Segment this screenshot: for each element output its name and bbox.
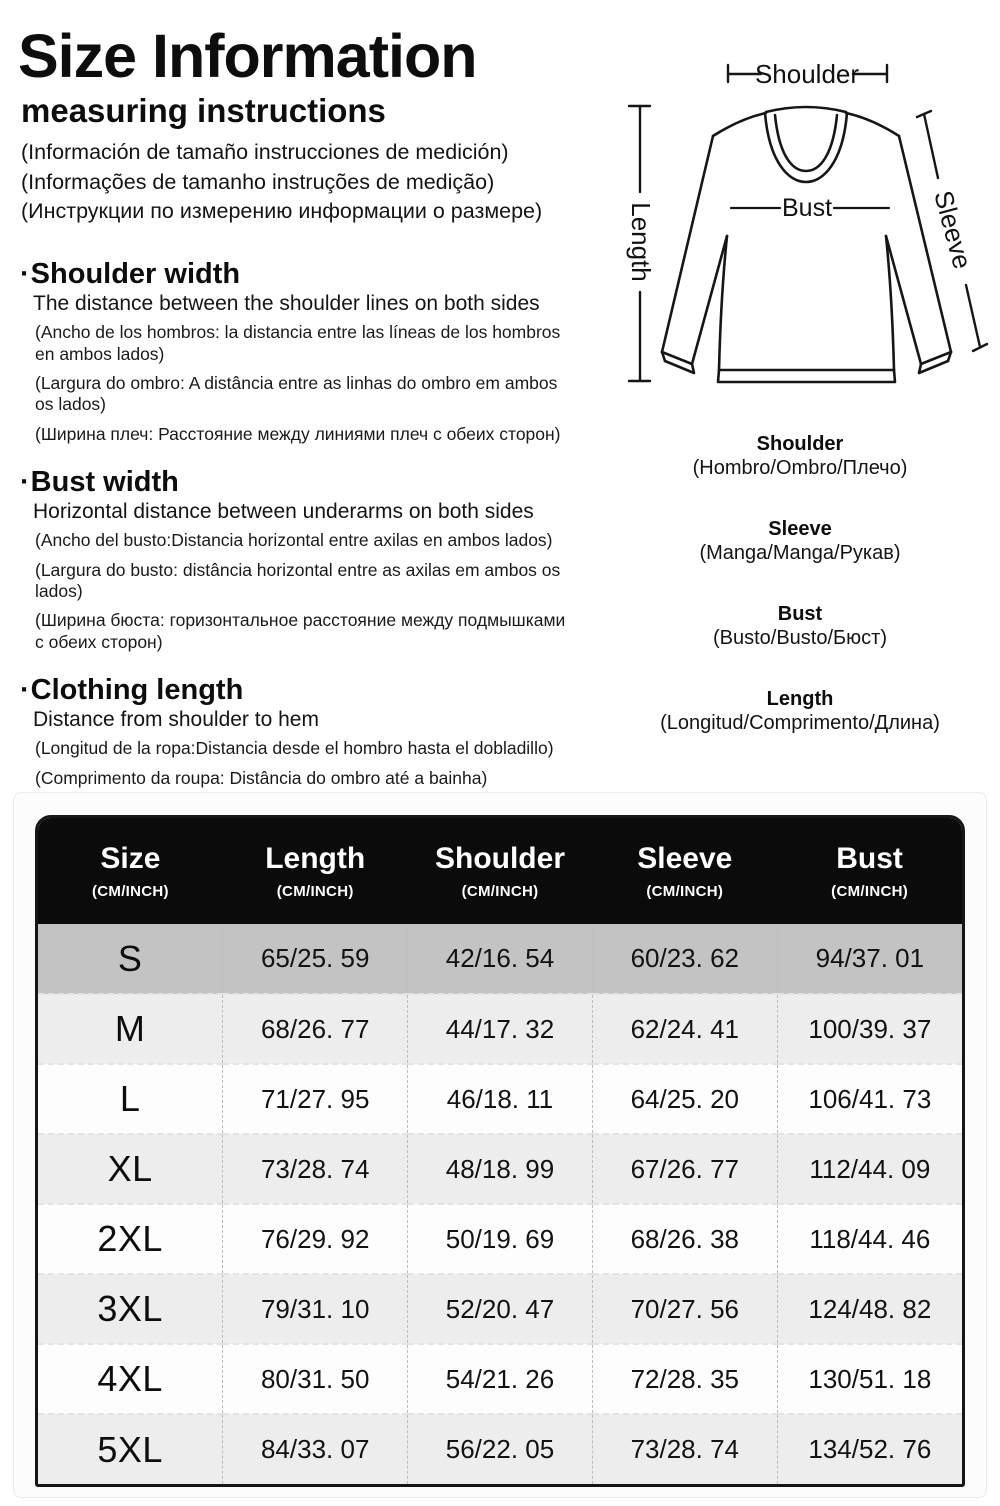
table-row-4xl (38, 1344, 962, 1414)
length-cell: 71/27. 95 (223, 1064, 408, 1134)
title-translation-ru: (Инструкции по измерению информации о размере) (21, 198, 543, 223)
size-cell: 4XL (38, 1344, 223, 1414)
section-shoulder-width (20, 258, 592, 445)
section-description: The distance between the shoulder lines on both sides (33, 292, 540, 316)
legend-term: Sleeve (768, 518, 832, 540)
section-translation-pt: (Largura do busto: distância horizontal entre as axilas em ambos os lados) (35, 559, 561, 602)
sleeve-cell: 68/26. 38 (592, 1204, 777, 1274)
bust-cell: 118/44. 46 (777, 1204, 962, 1274)
legend-item-shoulder (600, 432, 1000, 480)
shoulder-cell: 42/16. 54 (408, 924, 593, 994)
shirt-diagram-svg (600, 30, 1000, 415)
bust-cell: 134/52. 76 (777, 1414, 962, 1484)
legend-translation: (Busto/Busto/Бюст) (712, 627, 887, 649)
shoulder-cell: 56/22. 05 (408, 1414, 593, 1484)
page-subtitle: measuring instructions (21, 92, 386, 130)
header-cell-size: Size (CM/INCH) (38, 818, 223, 924)
legend-term: Bust (777, 603, 823, 625)
size-table (38, 818, 962, 1484)
sleeve-cell: 64/25. 20 (592, 1064, 777, 1134)
sleeve-cell: 67/26. 77 (592, 1134, 777, 1204)
size-cell: 5XL (38, 1414, 223, 1484)
section-description: Distance from shoulder to hem (33, 708, 319, 732)
sleeve-cell: 72/28. 35 (592, 1344, 777, 1414)
table-row-xl (38, 1134, 962, 1204)
intro-block (18, 24, 603, 226)
bust-cell: 106/41. 73 (777, 1064, 962, 1134)
table-row-3xl (38, 1274, 962, 1344)
diagram-bust-label: Bust (781, 194, 833, 222)
table-row-l (38, 1064, 962, 1134)
size-table-panel (13, 792, 987, 1498)
section-translation-es: (Ancho del busto:Distancia horizontal entre axilas en ambos lados) (35, 530, 553, 551)
table-row-m (38, 994, 962, 1064)
section-translation-ru: (Ширина плеч: Расстояние между линиями плеч с обеих сторон) (35, 423, 561, 444)
shoulder-cell: 44/17. 32 (408, 994, 593, 1064)
size-cell: S (38, 924, 223, 994)
title-translation-es: (Información de tamaño instrucciones de medición) (21, 140, 509, 165)
legend-item-length (600, 687, 1000, 735)
legend-item-sleeve (600, 517, 1000, 565)
diagram-shoulder-label: Shoulder (754, 59, 860, 89)
section-translation-pt: (Largura do ombro: A distância entre as linhas do ombro em ambos os lados) (35, 373, 558, 415)
sleeve-cell: 73/28. 74 (592, 1414, 777, 1484)
sleeve-cell: 70/27. 56 (592, 1274, 777, 1344)
size-cell: L (38, 1064, 223, 1134)
title-translation-pt: (Informações de tamanho instruções de medição) (21, 169, 495, 194)
measurement-legend (600, 432, 1000, 772)
bullet-dot: · (20, 466, 30, 499)
bust-cell: 130/51. 18 (777, 1344, 962, 1414)
legend-item-bust (600, 602, 1000, 650)
size-table-header (38, 818, 962, 924)
size-cell: 2XL (38, 1204, 223, 1274)
section-translation-ru: (Ширина бюста: горизонтальное расстояние между подмышками с обеих сторон) (35, 610, 566, 652)
shirt-outline (662, 107, 951, 382)
shoulder-cell: 54/21. 26 (408, 1344, 593, 1414)
header-cell-length: Length (CM/INCH) (223, 818, 408, 924)
table-row-2xl (38, 1204, 962, 1274)
bust-cell: 124/48. 82 (777, 1274, 962, 1344)
table-row-s (38, 924, 962, 994)
page-title: Size Information (18, 22, 477, 90)
length-cell: 76/29. 92 (223, 1204, 408, 1274)
shirt-measurement-diagram (600, 30, 1000, 415)
section-translation-pt: (Comprimento da roupa: Distância do ombro até a bainha) (35, 767, 488, 788)
section-description: Horizontal distance between underarms on both sides (33, 500, 534, 524)
bullet-dot: · (20, 258, 30, 290)
length-cell: 68/26. 77 (223, 994, 408, 1064)
size-cell: M (38, 994, 223, 1064)
length-cell: 65/25. 59 (223, 924, 408, 994)
title-translations (21, 138, 603, 226)
shoulder-cell: 46/18. 11 (408, 1064, 593, 1134)
shoulder-cell: 52/20. 47 (408, 1274, 593, 1344)
section-translation-es: (Longitud de la ropa:Distancia desde el hombro hasta el dobladillo) (35, 738, 554, 759)
legend-translation: (Hombro/Ombro/Плечо) (692, 457, 908, 479)
header-cell-sleeve: Sleeve (CM/INCH) (592, 818, 777, 924)
table-row-5xl (38, 1414, 962, 1484)
bust-cell: 112/44. 09 (777, 1134, 962, 1204)
diagram-length-label: Length (626, 202, 656, 282)
shoulder-cell: 48/18. 99 (408, 1134, 593, 1204)
legend-term: Length (766, 688, 834, 710)
bust-cell: 94/37. 01 (777, 924, 962, 994)
section-bust-width (20, 466, 592, 653)
sleeve-cell: 60/23. 62 (592, 924, 777, 994)
bullet-dot: · (20, 674, 30, 707)
section-heading: Shoulder width (30, 258, 241, 290)
header-cell-shoulder: Shoulder (CM/INCH) (408, 818, 593, 924)
length-cell: 84/33. 07 (223, 1414, 408, 1484)
length-cell: 80/31. 50 (223, 1344, 408, 1414)
length-cell: 79/31. 10 (223, 1274, 408, 1344)
sleeve-cell: 62/24. 41 (592, 994, 777, 1064)
legend-translation: (Longitud/Comprimento/Длина) (660, 712, 940, 734)
legend-term: Shoulder (756, 433, 844, 455)
section-heading: Bust width (30, 466, 179, 499)
size-cell: 3XL (38, 1274, 223, 1344)
legend-translation: (Manga/Manga/Рукав) (699, 542, 901, 564)
header-cell-bust: Bust (CM/INCH) (777, 818, 962, 924)
measuring-sections (20, 258, 592, 840)
diagram-sleeve-label: Sleeve (928, 187, 978, 273)
measurement-lines (629, 65, 987, 381)
size-table-wrap (35, 815, 965, 1487)
shoulder-cell: 50/19. 69 (408, 1204, 593, 1274)
section-heading: Clothing length (30, 674, 244, 707)
bust-cell: 100/39. 37 (777, 994, 962, 1064)
length-cell: 73/28. 74 (223, 1134, 408, 1204)
size-cell: XL (38, 1134, 223, 1204)
section-translation-es: (Ancho de los hombros: la distancia entre las líneas de los hombros en ambos lados) (35, 322, 561, 364)
